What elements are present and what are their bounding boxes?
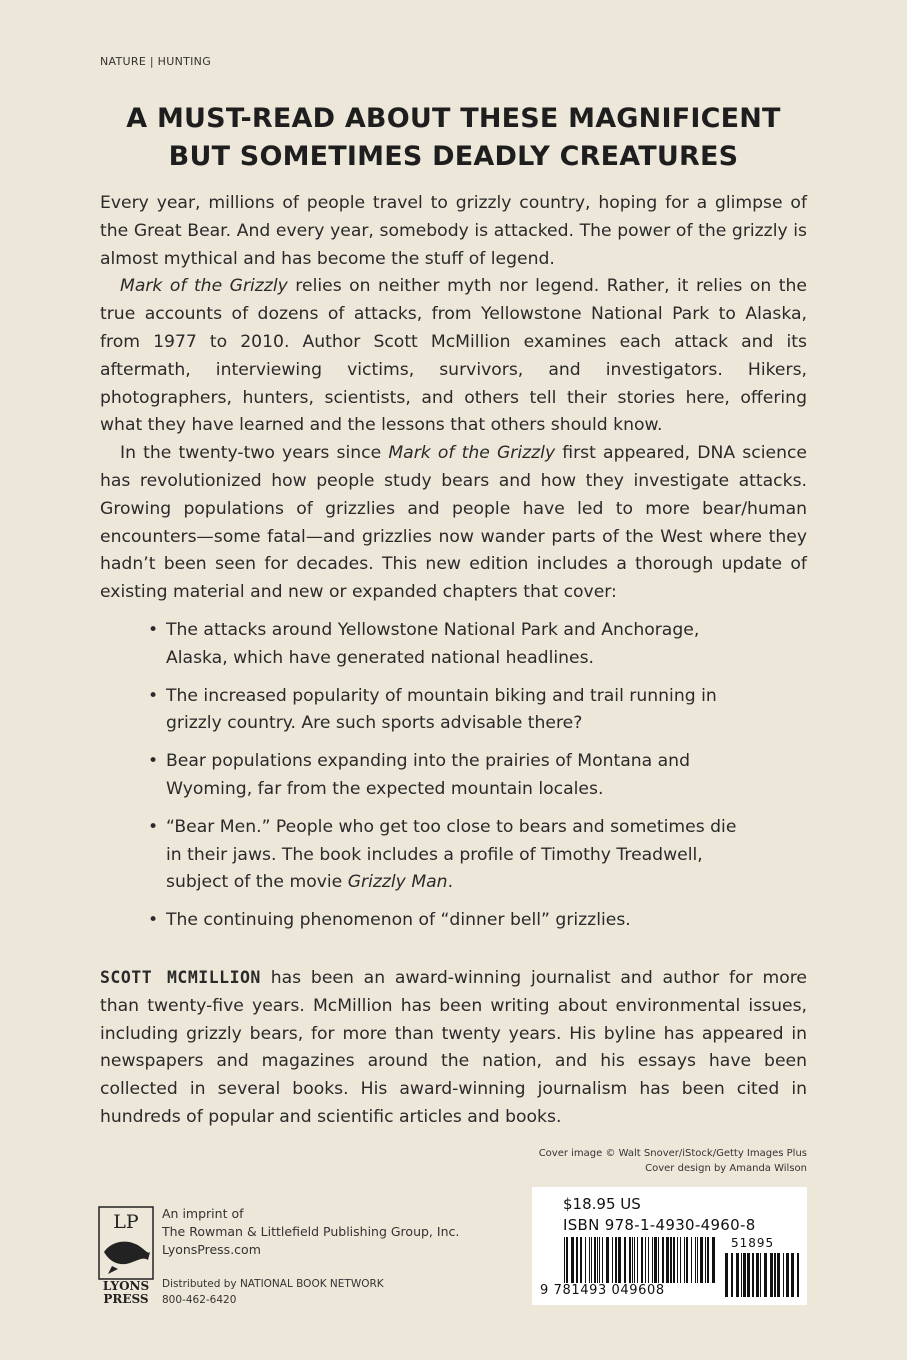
author-name: SCOTT MCMILLION [100, 968, 261, 987]
distribution-info [162, 1276, 384, 1308]
lyons-press-logo [98, 1206, 156, 1304]
chapter-list [100, 617, 748, 935]
barcode-bar [774, 1253, 776, 1297]
category-label: NATURE | HUNTING [100, 55, 212, 68]
distributor: Distributed by NATIONAL BOOK NETWORK [162, 1278, 384, 1290]
bullet-icon: • [148, 619, 159, 640]
barcode-bar [658, 1237, 659, 1283]
bullet-icon: • [148, 685, 159, 706]
barcode-bar [705, 1237, 706, 1283]
barcode-bar [677, 1237, 678, 1283]
list-item-text: “Bear Men.” People who get too close to bears and sometimes die in their jaws. The book includes a profile of Timothy Treadwell, subject of the movie [166, 816, 737, 893]
barcode-bar [752, 1253, 754, 1297]
paragraph-3 [100, 440, 807, 607]
imprint-line-1: An imprint of [162, 1206, 244, 1221]
barcode-bar [707, 1237, 709, 1283]
book-title: Mark of the Grizzly [388, 443, 556, 464]
image-credit: Cover image © Walt Snover/iStock/Getty Images Plus [538, 1148, 807, 1159]
barcode-bar [654, 1237, 657, 1283]
barcode-bar [564, 1237, 565, 1283]
list-item-text: The attacks around Yellowstone National Park and Anchorage, Alaska, which have generated national headlines. [166, 619, 700, 668]
barcode-bar [599, 1237, 600, 1283]
barcode-bar [741, 1253, 742, 1297]
barcode-bar [770, 1253, 773, 1297]
barcode-bar [747, 1253, 750, 1297]
barcode-bar [580, 1237, 582, 1283]
barcode-bar [615, 1237, 617, 1283]
barcode-bar [680, 1237, 681, 1283]
paragraph-1: Every year, millions of people travel to grizzly country, hoping for a glimpse of the Great Bear. And every year, somebody is attacked. The power of the grizzly is almost mythical and has become the stuff of legend. [100, 193, 807, 269]
barcode-bar [764, 1253, 767, 1297]
barcode-bar [791, 1253, 794, 1297]
isbn: ISBN 978-1-4930-4960-8 [563, 1216, 756, 1234]
barcode-bar [691, 1237, 692, 1283]
barcode-bar [648, 1237, 649, 1283]
list-item [148, 814, 748, 897]
barcode-bar [652, 1237, 653, 1283]
description [100, 190, 807, 945]
list-item-end: . [447, 872, 454, 893]
headline-line-2: BUT SOMETIMES DEADLY CREATURES [168, 141, 739, 172]
cover-credits [539, 1146, 807, 1176]
barcode-bar [629, 1237, 631, 1283]
price: $18.95 US [563, 1195, 641, 1213]
barcode-bar [670, 1237, 672, 1283]
paragraph-2-text: relies on neither myth nor legend. Rather, it relies on the true accounts of dozens of attacks, from Yellowstone National Park to Alaska, from 1977 to 2010. Author Scott McMillion examines each attack and its aftermath, interviewing victims, survivors, and investigators. Hikers, photographers, hunters, scientists, and others tell their stories here, offering what they have learned and the lessons that others should know. [100, 276, 807, 436]
list-item-text: The continuing phenomenon of “dinner bell” grizzlies. [166, 910, 631, 931]
barcode-bar [695, 1237, 696, 1283]
barcode-bar [760, 1253, 761, 1297]
logo-line-2: PRESS [103, 1292, 149, 1304]
paragraph-3-before: In the twenty-two years since [120, 443, 389, 464]
barcode-bar [571, 1237, 574, 1283]
barcode-bar [684, 1237, 685, 1283]
barcode-bar [783, 1253, 784, 1297]
paragraph-3-after: first appeared, DNA science has revolutionized how people study bears and how they investigate attacks. Growing populations of grizzlies and people have led to more bear/human encounters—some fatal—and grizzlies now wander parts of the West where they hadn’t been seen for decades. This new edition includes a thorough update of existing material and new or expanded chapters that cover: [100, 443, 807, 603]
barcode-bar [576, 1237, 578, 1283]
barcode-bar [641, 1237, 643, 1283]
barcode-bar [612, 1237, 613, 1283]
barcode-bar [756, 1253, 759, 1297]
barcode-bar [736, 1253, 739, 1297]
barcode-bar [597, 1237, 598, 1283]
logo-mark: LP [113, 1211, 139, 1233]
author-bio [100, 964, 807, 1132]
barcode-bar [585, 1237, 586, 1283]
author-bio-text: has been an award-winning journalist and author for more than twenty-five years. McMillion has been writing about environmental issues, including grizzly bears, for more than twenty years. His byline has appeared in newspapers and magazines around the nation, and his essays have been collected in several books. His award-winning journalism has been cited in hundreds of popular and scientific articles and books. [100, 968, 807, 1127]
logo-line-1: LYONS [102, 1279, 150, 1293]
barcode-bar [673, 1237, 675, 1283]
barcode-bar [632, 1237, 633, 1283]
barcode-bar [566, 1237, 568, 1283]
barcode-bar [594, 1237, 596, 1283]
barcode-bar [700, 1237, 703, 1283]
barcode-bar [606, 1237, 609, 1283]
barcode-bar [591, 1237, 592, 1283]
barcode-bar [637, 1237, 638, 1283]
barcode-bar [697, 1237, 698, 1283]
barcode-bar [624, 1237, 626, 1283]
barcode-bar [686, 1237, 688, 1283]
imprint-info [162, 1205, 459, 1259]
imprint-line-2: The Rowman & Littlefield Publishing Group, Inc. [162, 1224, 460, 1239]
barcode-bar [743, 1253, 746, 1297]
bullet-icon: • [148, 910, 159, 931]
bullet-icon: • [148, 751, 159, 772]
fish-icon [104, 1242, 150, 1265]
barcode-bar [645, 1237, 646, 1283]
headline [0, 100, 907, 176]
list-item [148, 683, 748, 739]
list-item-text: Bear populations expanding into the prairies of Montana and Wyoming, far from the expected mountain locales. [166, 751, 690, 799]
barcode-bar [731, 1253, 733, 1297]
distributor-phone: 800-462-6420 [162, 1294, 237, 1306]
headline-line-1: A MUST-READ ABOUT THESE MAGNIFICENT [126, 103, 781, 134]
barcode-bar [666, 1237, 669, 1283]
barcode-bar [725, 1253, 728, 1297]
movie-title: Grizzly Man [347, 872, 448, 893]
imprint-website: LyonsPress.com [162, 1242, 261, 1257]
barcode-bar [634, 1237, 635, 1283]
barcode-bar [618, 1237, 621, 1283]
list-item-text: The increased popularity of mountain biking and trail running in grizzly country. Are such sports advisable there? [166, 685, 717, 734]
design-credit: Cover design by Amanda Wilson [645, 1163, 807, 1174]
price-code: 51895 [731, 1236, 775, 1250]
paragraph-2 [100, 273, 807, 440]
list-item [148, 907, 748, 935]
barcode-bar [662, 1237, 664, 1283]
barcode-panel [532, 1187, 807, 1305]
barcode-bar [589, 1237, 590, 1283]
barcode-bar [777, 1253, 780, 1297]
barcode-bar [712, 1237, 715, 1283]
barcode-bar [797, 1253, 799, 1297]
barcode-bar [602, 1237, 603, 1283]
barcode-bar [786, 1253, 789, 1297]
book-title: Mark of the Grizzly [120, 276, 288, 297]
barcode-number: 9 781493 049608 [540, 1283, 665, 1298]
list-item [148, 617, 748, 673]
list-item [148, 748, 748, 804]
bullet-icon: • [148, 816, 159, 837]
